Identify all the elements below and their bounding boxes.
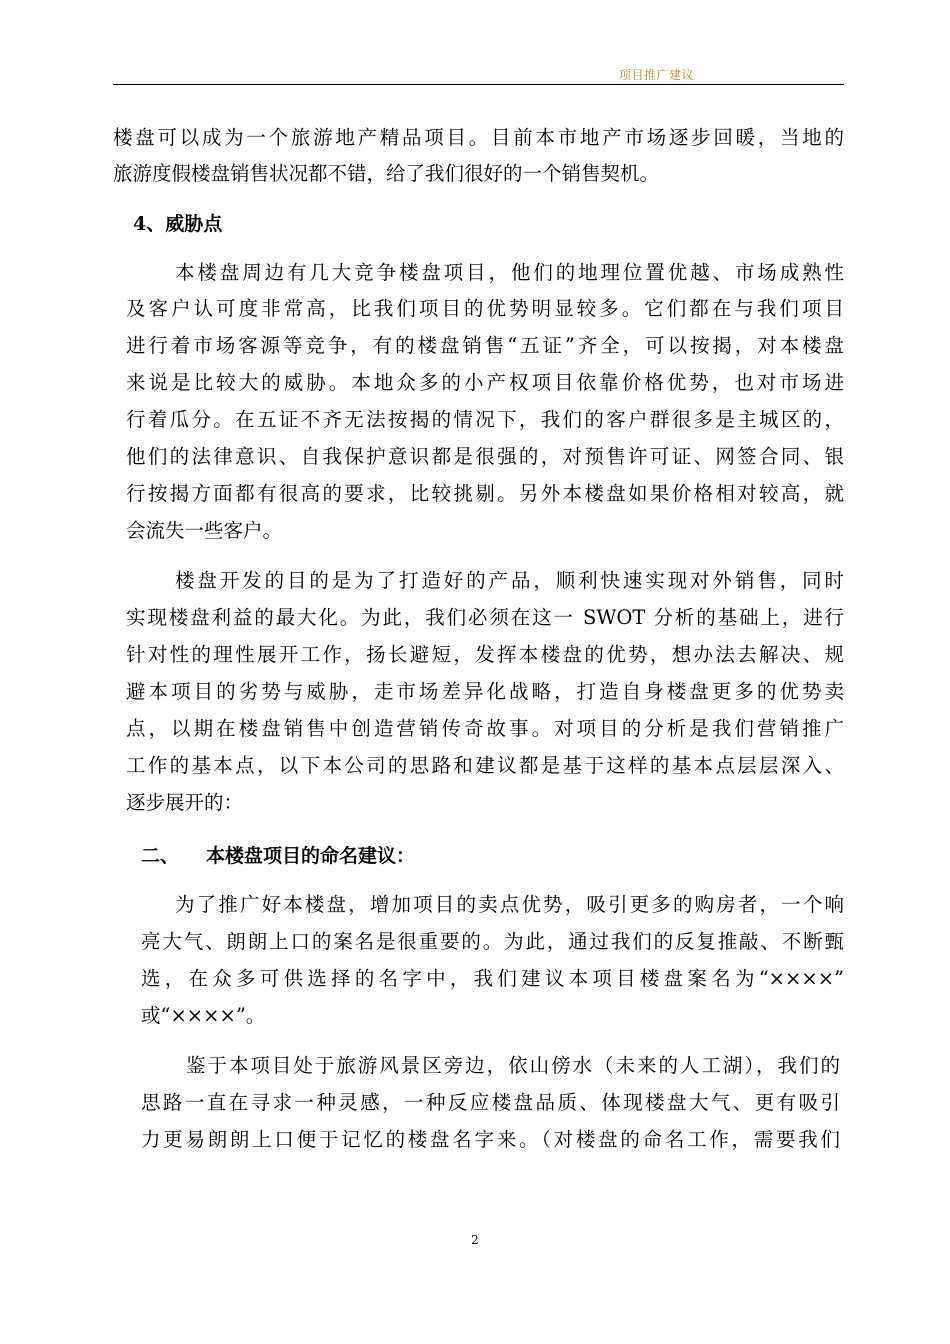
paragraph-line: 会流失一些客户。: [126, 519, 283, 542]
paragraph-line: 亮大气、朗朗上口的案名是很重要的。为此，通过我们的反复推敲、不断甄: [141, 930, 844, 953]
section-heading-naming: 本楼盘项目的命名建议：: [206, 845, 416, 867]
paragraph-line: 思路一直在寻求一种灵感，一种反应楼盘品质、体现楼盘大气、更有吸引: [141, 1091, 840, 1114]
page-header: [113, 62, 844, 85]
paragraph-line: 工作的基本点，以下本公司的思路和建议都是基于这样的基本点层层深入、: [126, 754, 844, 777]
header-title: 项目推广建议: [618, 68, 694, 82]
paragraph-line: 点，以期在楼盘销售中创造营销传奇故事。对项目的分析是我们营销推广: [126, 717, 844, 740]
paragraph-line: 为了推广好本楼盘，增加项目的卖点优势，吸引更多的购房者，一个响: [175, 893, 844, 916]
paragraph-line: 针对性的理性展开工作，扬长避短，发挥本楼盘的优势，想办法去解决、规: [126, 643, 844, 666]
paragraph-line: 逐步展开的：: [126, 791, 244, 814]
paragraph-line: 或“××××”。: [141, 1004, 266, 1027]
paragraph-line: 行着瓜分。在五证不齐无法按揭的情况下，我们的客户群很多是主城区的，: [126, 408, 844, 431]
paragraph-line: 及客户认可度非常高，比我们项目的优势明显较多。它们都在与我们项目: [126, 297, 844, 320]
paragraph-line: 实现楼盘利益的最大化。为此，我们必须在这一 SWOT 分析的基础上，进行: [126, 606, 844, 629]
paragraph-line: 选，在众多可供选择的名字中，我们建议本项目楼盘案名为“××××”: [141, 967, 844, 990]
paragraph-line: 来说是比较大的威胁。本地众多的小产权项目依靠价格优势，也对市场进: [126, 371, 844, 394]
paragraph-line: 旅游度假楼盘销售状况都不错，给了我们很好的一个销售契机。: [113, 162, 660, 185]
paragraph-line: 楼盘开发的目的是为了打造好的产品，顺利快速实现对外销售，同时: [175, 569, 844, 592]
paragraph-line: 他们的法律意识、自我保护意识都是很强的，对预售许可证、网签合同、银: [126, 445, 844, 468]
paragraph-line: 鉴于本项目处于旅游风景区旁边，依山傍水（未来的人工湖），我们的: [186, 1054, 840, 1077]
paragraph-line: 进行着市场客源等竞争，有的楼盘销售“五证”齐全，可以按揭，对本楼盘: [126, 334, 844, 357]
paragraph-line: 楼盘可以成为一个旅游地产精品项目。目前本市地产市场逐步回暖，当地的: [113, 126, 844, 149]
page-number: 2: [471, 1233, 479, 1247]
section-heading-threats: 4、威胁点: [133, 213, 223, 235]
paragraph-line: 行按揭方面都有很高的要求，比较挑剔。另外本楼盘如果价格相对较高，就: [126, 482, 844, 505]
paragraph-line: 力更易朗朗上口便于记忆的楼盘名字来。（对楼盘的命名工作，需要我们: [141, 1128, 840, 1151]
section-number: 二、: [141, 845, 180, 867]
paragraph-line: 避本项目的劣势与威胁，走市场差异化战略，打造自身楼盘更多的优势卖: [126, 680, 844, 703]
paragraph-line: 本楼盘周边有几大竞争楼盘项目，他们的地理位置优越、市场成熟性: [175, 261, 844, 284]
